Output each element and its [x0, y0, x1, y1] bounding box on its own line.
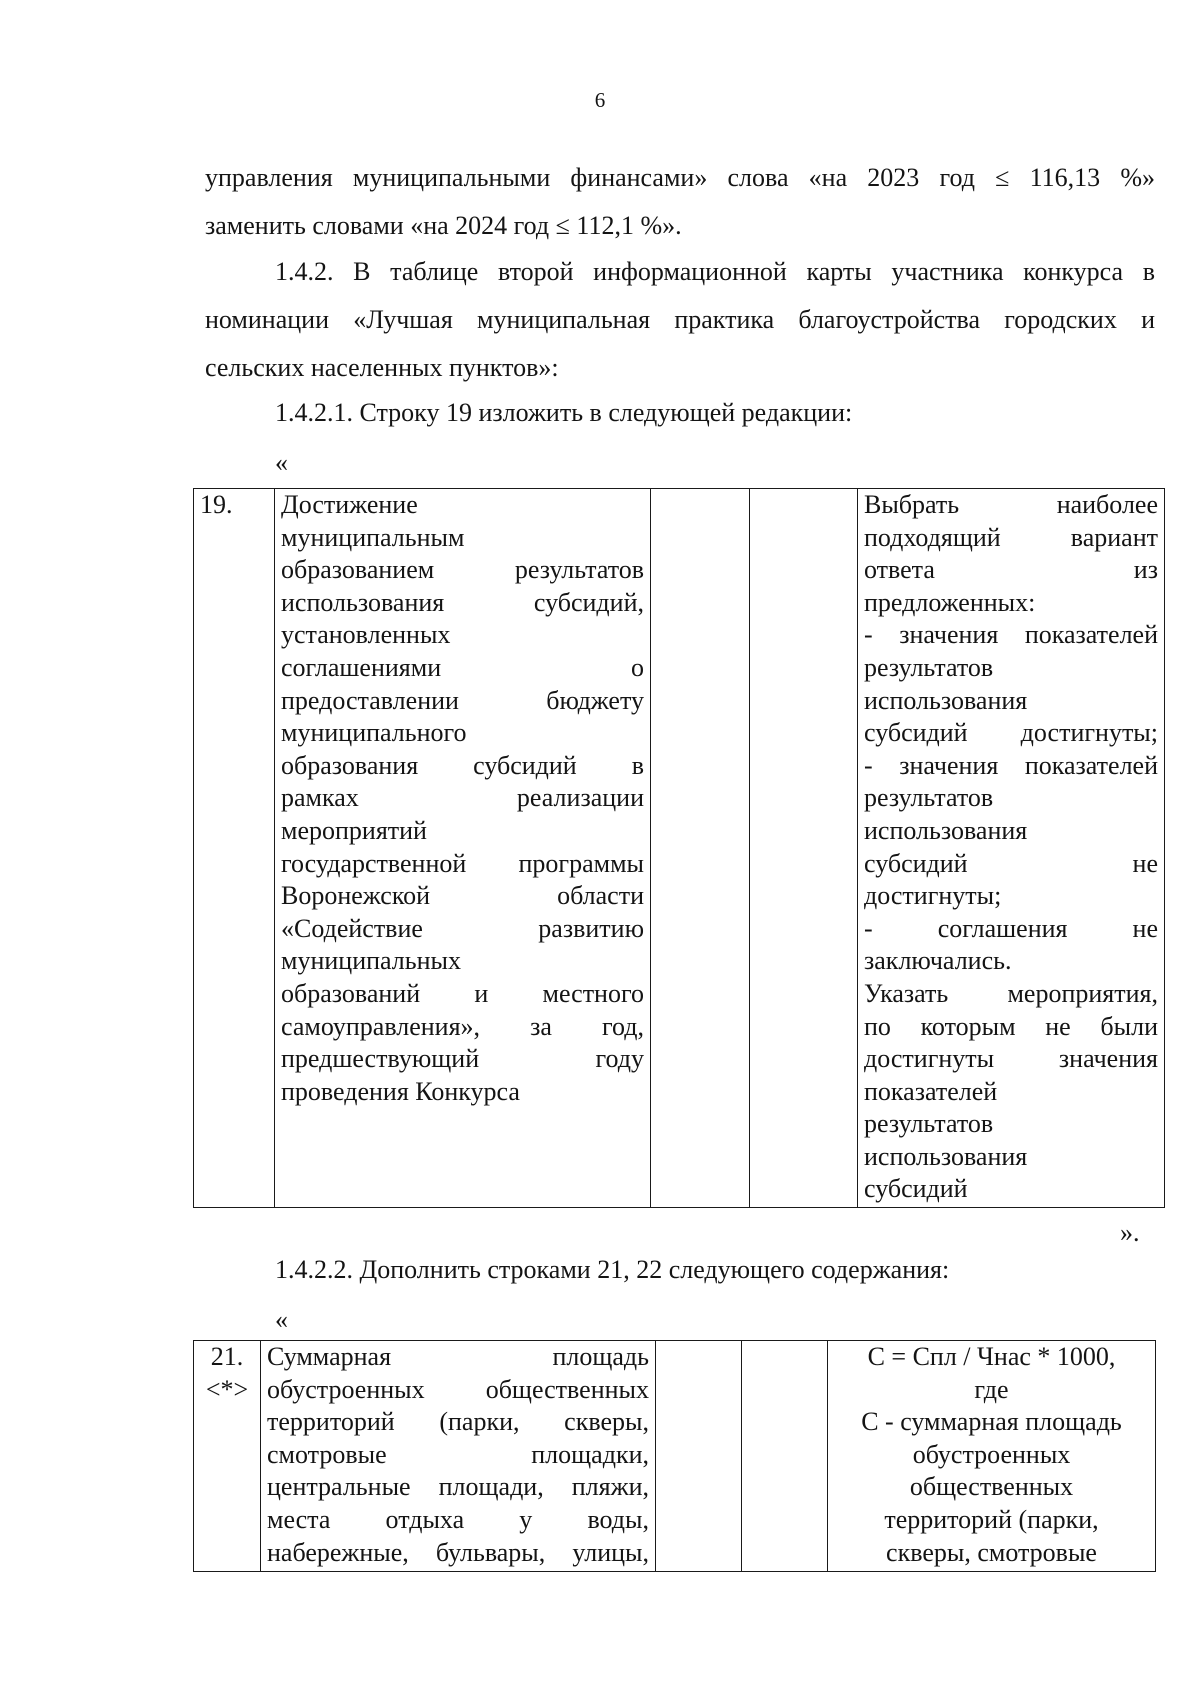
calculation-method-cell — [858, 489, 1165, 1208]
text-line: ответа из — [864, 555, 1158, 585]
text-line: заменить словами «на 2024 год ≤ 112,1 %». — [205, 211, 682, 240]
text-line: показателей — [864, 1076, 998, 1106]
text-line: - значения показателей — [864, 750, 1158, 780]
table-row — [194, 489, 1165, 1208]
text-line: где — [974, 1374, 1009, 1404]
text-line: установленных — [281, 620, 451, 650]
text-line: Достижение — [281, 490, 418, 519]
page-number: 6 — [594, 88, 606, 112]
text-line: С - суммарная площадь — [861, 1407, 1122, 1437]
text-line: Суммарная площадь — [267, 1342, 649, 1371]
text-line: рамках реализации — [281, 783, 644, 813]
text-line: мероприятий — [281, 815, 427, 845]
formula-line: С = Спл / Чнас * 1000, — [867, 1342, 1116, 1371]
table-rows-21-22 — [193, 1340, 1156, 1572]
text-line: «Содействие развитию — [281, 913, 644, 943]
text-line: муниципальным — [281, 522, 465, 552]
text-line: территорий (парки, — [884, 1504, 1099, 1534]
row-number-cell — [194, 489, 275, 1208]
indicator-name-cell — [275, 489, 651, 1208]
row-number: 19. — [200, 490, 233, 519]
text-line: использования субсидий, — [281, 587, 644, 617]
text-line: номинации «Лучшая муниципальная практика благоустройства городских и — [205, 305, 1155, 334]
empty-cell — [742, 1341, 828, 1572]
text-line: - соглашения не — [864, 913, 1158, 943]
text-line: 1.4.2. В таблице второй информационной карты участника конкурса в — [275, 257, 1155, 286]
text-line: использования — [864, 1141, 1028, 1171]
text-line: заключались. — [864, 946, 1012, 976]
text-line: предшествующий году — [281, 1044, 644, 1074]
table-row-19 — [193, 488, 1165, 1208]
text-line: муниципальных — [281, 946, 462, 976]
formula-cell — [828, 1341, 1156, 1572]
text-line: предоставлении бюджету — [281, 685, 644, 715]
text-line: обустроенных общественных — [267, 1374, 649, 1404]
text-line: - значения показателей — [864, 620, 1158, 650]
empty-cell — [750, 489, 858, 1208]
row-number-cell — [194, 1341, 261, 1572]
text-line: скверы, смотровые — [886, 1537, 1097, 1567]
text-line: результатов — [864, 652, 994, 682]
text-line: Указать мероприятия, — [864, 978, 1158, 1008]
text-line: использования — [864, 815, 1028, 845]
opening-quote: « — [275, 1305, 288, 1334]
text-line: достигнуты значения — [864, 1044, 1158, 1074]
text-line: муниципального — [281, 718, 467, 748]
empty-cell — [651, 489, 750, 1208]
closing-quote: ». — [1120, 1218, 1140, 1247]
text-line: управления муниципальными финансами» слова «на 2023 год ≤ 116,13 %» — [205, 163, 1155, 192]
row-number: 21. — [210, 1342, 244, 1371]
text-line: Воронежской области — [281, 881, 644, 911]
text-line: предложенных: — [864, 587, 1036, 617]
text-line: результатов — [864, 1109, 994, 1139]
empty-cell — [656, 1341, 742, 1572]
text-line: результатов — [864, 783, 994, 813]
text-line: государственной программы — [281, 848, 644, 878]
text-line: использования — [864, 685, 1028, 715]
intro-paragraph — [205, 154, 1155, 250]
text-line: обустроенных — [912, 1439, 1071, 1469]
text-line: образования субсидий в — [281, 750, 644, 780]
text-line: подходящий вариант — [864, 522, 1158, 552]
opening-quote: « — [275, 448, 288, 477]
text-line: соглашениями о — [281, 652, 644, 682]
text-line: проведения Конкурса — [281, 1076, 520, 1106]
text-line: смотровые площадки, — [267, 1439, 649, 1469]
text-line: по которым не были — [864, 1011, 1158, 1041]
text-line: субсидий не — [864, 848, 1158, 878]
text-line: места отдыха у воды, — [267, 1504, 649, 1534]
paragraph-1-4-2-1: 1.4.2.1. Строку 19 изложить в следующей редакции: — [275, 398, 853, 427]
footnote-marker: <*> — [205, 1374, 249, 1404]
text-line: территорий (парки, скверы, — [267, 1407, 649, 1437]
table-row — [194, 1341, 1156, 1572]
paragraph-1-4-2-2: 1.4.2.2. Дополнить строками 21, 22 следующего содержания: — [275, 1255, 950, 1284]
text-line: центральные площади, пляжи, — [267, 1472, 649, 1502]
paragraph-1-4-2 — [205, 248, 1155, 392]
text-line: набережные, бульвары, улицы, — [267, 1537, 649, 1567]
text-line: образованием результатов — [281, 555, 644, 585]
text-line: субсидий — [864, 1174, 968, 1204]
text-line: самоуправления», за год, — [281, 1011, 644, 1041]
text-line: Выбрать наиболее — [864, 490, 1158, 519]
text-line: общественных — [909, 1472, 1074, 1502]
text-line: субсидий достигнуты; — [864, 718, 1158, 748]
text-line: достигнуты; — [864, 881, 1002, 911]
text-line: образований и местного — [281, 978, 644, 1008]
indicator-name-cell — [261, 1341, 656, 1572]
text-line: сельских населенных пунктов»: — [205, 353, 559, 382]
